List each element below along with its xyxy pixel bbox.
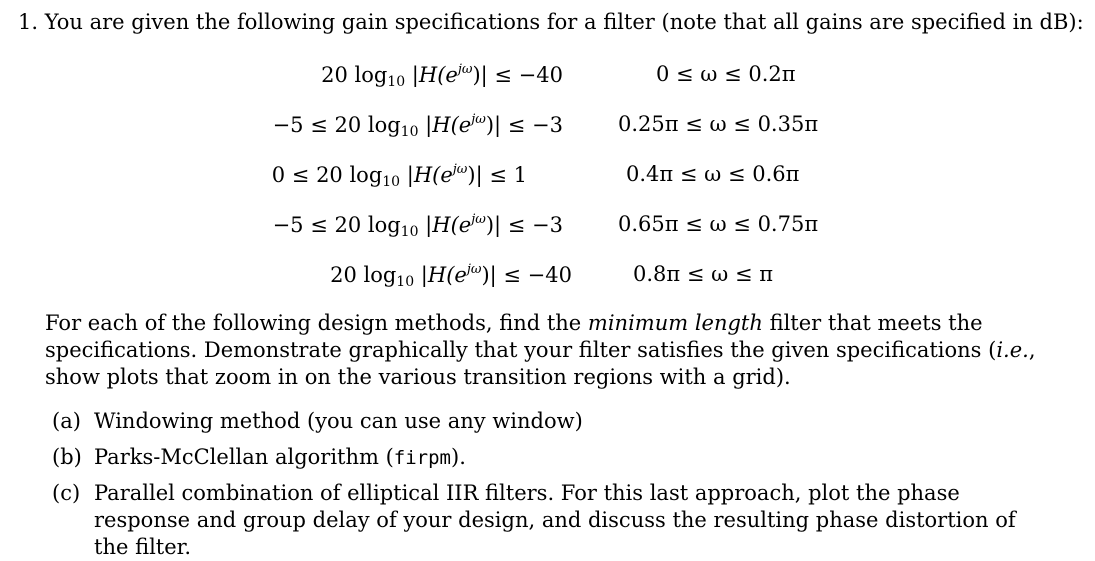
spec-row (0, 62, 1095, 96)
item-text: Parks-McClellan algorithm (firpm). (94, 445, 466, 469)
spec-row (0, 112, 1095, 146)
item-label: (c) (52, 481, 81, 505)
spec-gain-expression: 20 $\log_{10} |H(e^{j\omega})| \le -40$ (330, 262, 572, 290)
item-label: (a) (52, 409, 81, 433)
spec-frequency-range: 0.65π ≤ ω ≤ 0.75π (618, 212, 819, 236)
spec-gain-expression: 20 $\log_{10} |H(e^{j\omega})| \le -40$ (321, 62, 563, 90)
spec-frequency-range: 0.25π ≤ ω ≤ 0.35π (618, 112, 819, 136)
item-text: Parallel combination of elliptical IIR filters. For this last approach, plot the phase response and group delay of your design, and discuss the resulting phase distortion of the filter. (94, 481, 1016, 559)
item-label: (b) (52, 445, 82, 469)
list-item (52, 408, 1052, 435)
spec-frequency-range: 0.8π ≤ ω ≤ π (633, 262, 774, 286)
spec-gain-expression: −5 ≤ 20 $\log_{10} |H(e^{j\omega})| \le -3$ (272, 112, 563, 140)
emphasis-text: minimum length (587, 311, 763, 335)
spec-row (0, 262, 1095, 296)
problem-number: 1. (18, 10, 39, 34)
spec-gain-expression: −5 ≤ 20 $\log_{10} |H(e^{j\omega})| \le -3$ (272, 212, 563, 240)
item-text: Windowing method (you can use any window) (94, 409, 583, 433)
code-text: firpm (393, 447, 451, 469)
list-item (52, 444, 1052, 471)
problem-text: You are given the following gain specifications for a filter (note that all gains are specified in dB): (44, 10, 1084, 34)
spec-frequency-range: 0.4π ≤ ω ≤ 0.6π (626, 162, 800, 186)
instructions-paragraph: For each of the following design methods, find the minimum length filter that meets the specifications. Demonstrate graphically that your filter satisfies the given specifications (i.e., show plots that zoom in on the various transition regions with a grid). (45, 311, 1036, 389)
problem-statement (18, 10, 1084, 34)
spec-gain-expression: 0 ≤ 20 $\log_{10} |H(e^{j\omega})| \le 1$ (271, 162, 527, 190)
spec-frequency-range: 0 ≤ ω ≤ 0.2π (656, 62, 796, 86)
list-item (52, 480, 1052, 559)
spec-row (0, 212, 1095, 246)
spec-row (0, 162, 1095, 196)
